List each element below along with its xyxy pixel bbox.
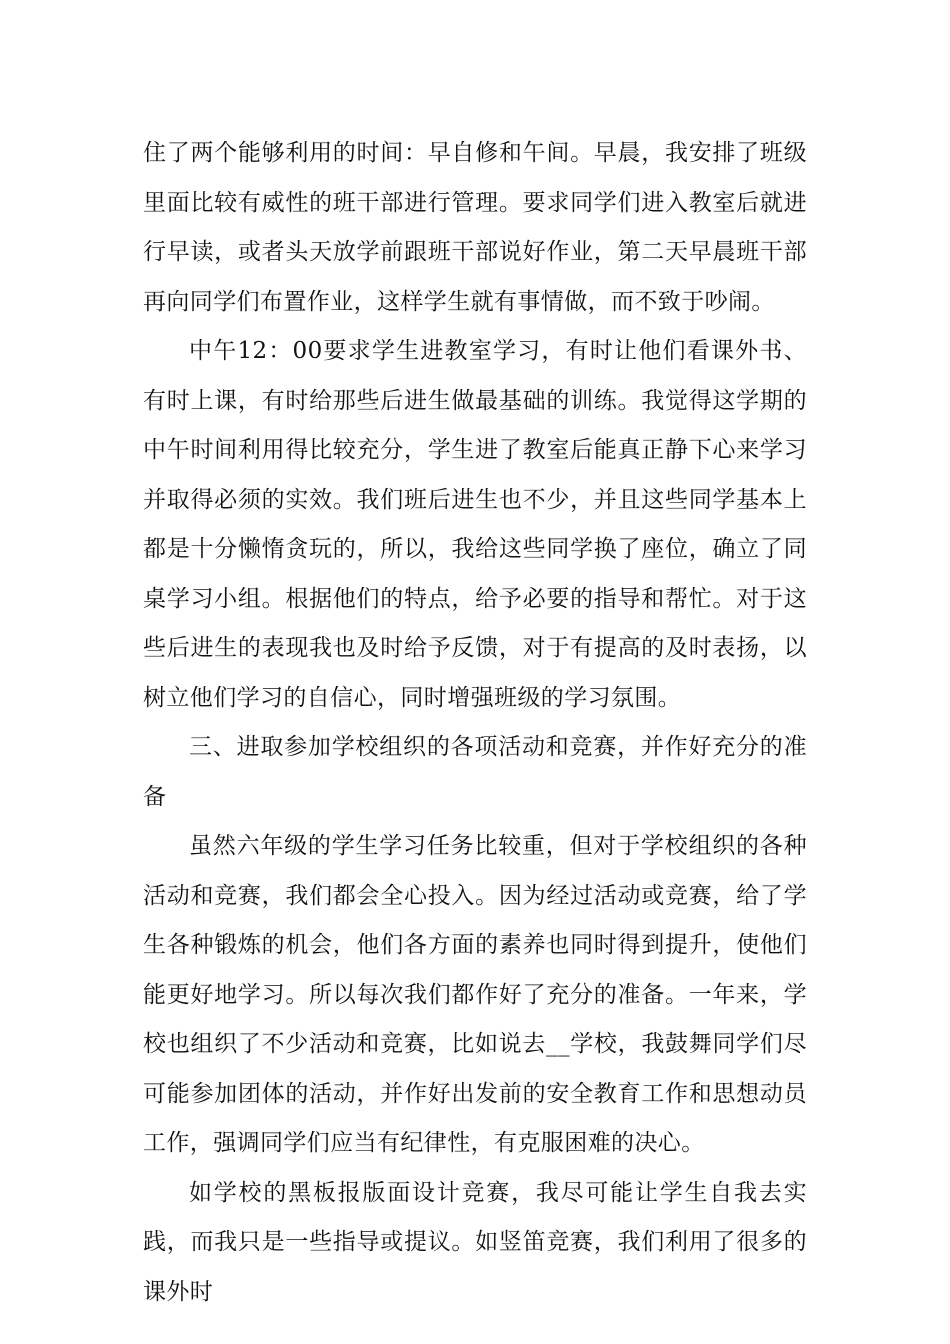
- paragraph-continued: 住了两个能够利用的时间：早自修和午间。早晨，我安排了班级里面比较有威性的班干部进行管理。要求同学们进入教室后就进行早读，或者头天放学前跟班干部说好作业，第二天早晨班干部再向同学们布置作业，这样学生就有事情做，而不致于吵闹。: [143, 140, 807, 315]
- paragraph-activities: 虽然六年级的学生学习任务比较重，但对于学校组织的各种活动和竞赛，我们都会全心投入。因为经过活动或竞赛，给了学生各种锻炼的机会，他们各方面的素养也同时得到提升，使他们能更好地学习。所以每次我们都作好了充分的准备。一年来，学校也组织了不少活动和竞赛，比如说去__学校，我鼓舞同学们尽可能参加团体的活动，并作好出发前的安全教育工作和思想动员工作，强调同学们应当有纪律性，有克服困难的决心。: [143, 833, 807, 1156]
- paragraph-competitions: 如学校的黑板报版面设计竞赛，我尽可能让学生自我去实践，而我只是一些指导或提议。如竖笛竞赛，我们利用了很多的课外时: [143, 1179, 807, 1305]
- document-body: [143, 129, 807, 1317]
- paragraph-noon-study: 中午12：00要求学生进教室学习，有时让他们看课外书、有时上课，有时给那些后进生做最基础的训练。我觉得这学期的中午时间利用得比较充分，学生进了教室后能真正静下心来学习并取得必须的实效。我们班后进生也不少，并且这些同学基本上都是十分懒惰贪玩的，所以，我给这些同学换了座位，确立了同桌学习小组。根据他们的特点，给予必要的指导和帮忙。对于这些后进生的表现我也及时给予反馈，对于有提高的及时表扬，以树立他们学习的自信心，同时增强班级的学习氛围。: [143, 338, 807, 711]
- section-heading-activities: 三、进取参加学校组织的各项活动和竞赛，并作好充分的准备: [143, 734, 807, 810]
